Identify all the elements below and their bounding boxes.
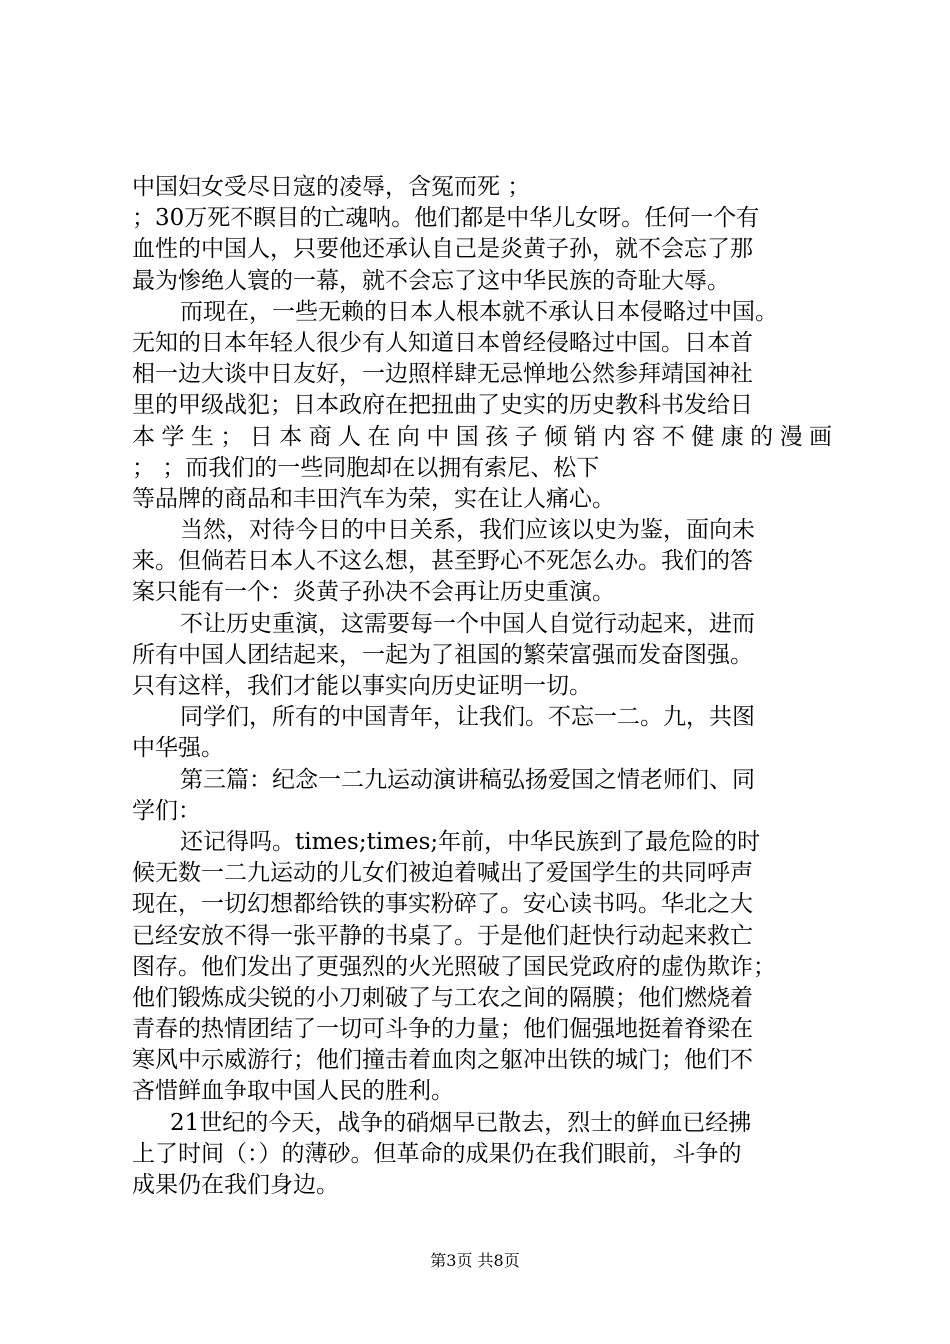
text-line: 候无数一二九运动的儿女们被迫着喊出了爱国学生的共同呼声 xyxy=(132,860,753,887)
text-line: 里的甲级战犯；日本政府在把扭曲了史实的历史教科书发给日 xyxy=(132,392,753,419)
text-line: 中国妇女受尽日寇的凌辱，含冤而死 ； xyxy=(132,174,531,200)
text-line: 血性的中国人，只要他还承认自己是炎黄子孙，就不会忘了那 xyxy=(132,236,753,263)
text-line: 学们： xyxy=(132,797,201,824)
text-line: 案只能有一个：炎黄子孙决不会再让历史重演。 xyxy=(132,579,615,606)
text-line: 他们锻炼成尖锐的小刀刺破了与工农之间的隔膜；他们燃烧着 xyxy=(132,984,753,1011)
paragraph-start-line: 21世纪的今天，战争的硝烟早已散去，烈士的鲜血已经拂 xyxy=(170,1109,752,1136)
text-line: 寒风中示威游行；他们撞击着血肉之躯冲出铁的城门；他们不 xyxy=(132,1047,753,1074)
text-line: 上了时间（：）的薄砂。但革命的成果仍在我们眼前，斗争的 xyxy=(132,1140,742,1167)
text-line: 中华强。 xyxy=(132,735,224,762)
text-line: 来。但倘若日本人不这么想，甚至野心不死怎么办。我们的答 xyxy=(132,548,753,575)
page-number-footer: 第3页 共8页 xyxy=(430,1251,520,1270)
section-heading-line: 第三篇：纪念一二九运动演讲稿弘扬爱国之情老师们、同 xyxy=(180,766,755,793)
text-line: 青春的热情团结了一切可斗争的力量；他们倔强地挺着脊梁在 xyxy=(132,1016,753,1043)
paragraph-start-line: 当然，对待今日的中日关系，我们应该以史为鉴，面向未 xyxy=(180,517,755,544)
text-line: 无知的日本年轻人很少有人知道日本曾经侵略过中国。日本首 xyxy=(132,329,753,356)
paragraph-start-line: 还记得吗。times;times;年前，中华民族到了最危险的时 xyxy=(180,828,761,855)
text-line: 现在，一切幻想都给铁的事实粉碎了。安心读书吗。华北之大 xyxy=(132,891,753,918)
text-line: ；30万死不瞑目的亡魂呐。他们都是中华儿女呀。任何一个有 xyxy=(132,205,760,232)
text-line: 只有这样，我们才能以事实向历史证明一切。 xyxy=(132,673,592,699)
text-line: 本学生；日本商人在向中国孩子倾销内容不健康的漫画 xyxy=(132,423,832,450)
text-line: 所有中国人团结起来，一起为了祖国的繁荣富强而发奋图强。 xyxy=(132,641,753,668)
paragraph-start-line: 而现在，一些无赖的日本人根本就不承认日本侵略过中国。 xyxy=(180,298,778,325)
text-line: 吝惜鲜血争取中国人民的胜利。 xyxy=(132,1078,454,1105)
text-line: 相一边大谈中日友好，一边照样肆无忌惮地公然参拜靖国神社 xyxy=(132,361,753,388)
text-line: 等品牌的商品和丰田汽车为荣，实在让人痛心。 xyxy=(132,485,615,512)
paragraph-start-line: 不让历史重演，这需要每一个中国人自觉行动起来，进而 xyxy=(180,610,755,637)
text-line: 图存。他们发出了更强烈的火光照破了国民党政府的虚伪欺诈； xyxy=(132,953,776,980)
paragraph-start-line: 同学们，所有的中国青年，让我们。不忘一二。九，共图 xyxy=(180,704,755,731)
text-line: ； ；而我们的一些同胞却在以拥有索尼、松下 xyxy=(132,454,600,481)
document-body xyxy=(132,172,832,1201)
text-line: 最为惨绝人寰的一幕，就不会忘了这中华民族的奇耻大辱。 xyxy=(132,267,730,294)
text-line: 成果仍在我们身边。 xyxy=(132,1172,339,1198)
text-line: 已经安放不得一张平静的书桌了。于是他们赶快行动起来救亡 xyxy=(132,922,753,949)
